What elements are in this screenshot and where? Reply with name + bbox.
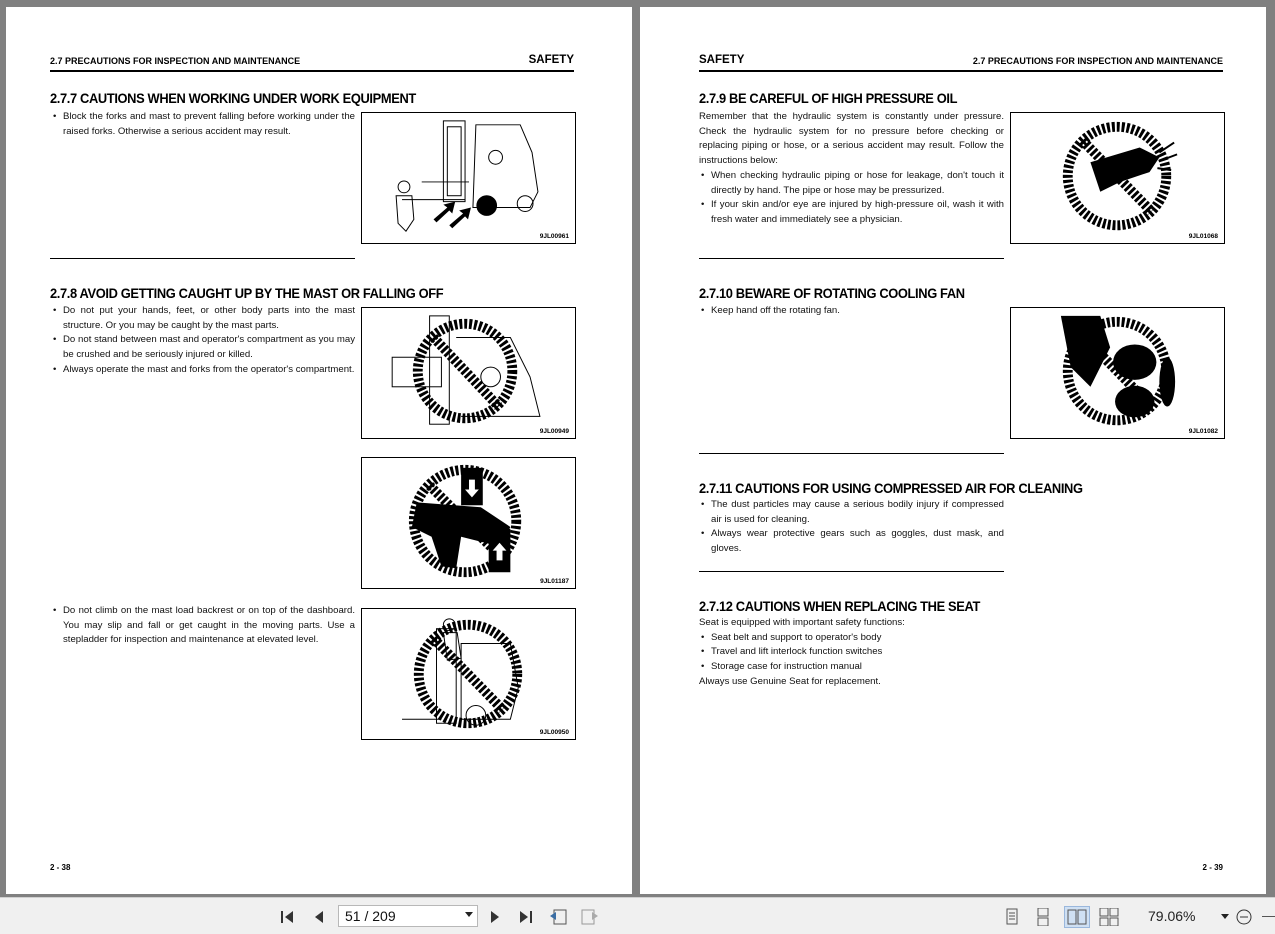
viewer-toolbar — [0, 897, 1275, 934]
single-page-view-icon — [1004, 908, 1020, 926]
chevron-down-icon[interactable] — [1221, 914, 1229, 919]
zoom-level[interactable]: 79.06% — [1148, 908, 1196, 924]
next-page-button[interactable] — [484, 906, 506, 928]
prohibition-climb-illustration — [362, 609, 575, 739]
zoom-out-button[interactable] — [1233, 906, 1255, 928]
bullet-item: • Always operate the mast and forks from the operator's compartment. — [51, 363, 355, 378]
figure-cooling-fan — [1010, 307, 1225, 439]
page-header — [50, 55, 574, 72]
section-text-2-7-11 — [699, 498, 1004, 557]
two-page-view-icon — [1067, 908, 1087, 926]
last-page-icon — [516, 909, 534, 925]
bullet-item: • When checking hydraulic piping or hose for leakage, don't touch it directly by hand. The pipe or hose may be pressurized. — [699, 169, 1004, 198]
bullet-item: • Storage case for instruction manual — [699, 660, 1004, 675]
prohibition-mast-illustration — [362, 308, 575, 438]
bullet-item: • Always wear protective gears such as goggles, dust mask, and gloves. — [699, 527, 1004, 556]
continuous-view-icon — [1035, 908, 1051, 926]
page-number: 2 - 38 — [50, 863, 71, 872]
section-title-2-7-10: 2.7.10 BEWARE OF ROTATING COOLING FAN — [699, 285, 965, 301]
prohibition-crush-illustration — [362, 458, 575, 588]
bullet-item: • Do not stand between mast and operator's compartment as you may be crushed and be seriously injured or killed. — [51, 333, 355, 362]
page-indicator: 51 / 209 — [345, 908, 396, 924]
bullet-item: • If your skin and/or eye are injured by high-pressure oil, wash it with fresh water and immediately see a physician. — [699, 198, 1004, 227]
previous-view-button[interactable] — [547, 906, 569, 928]
bullet-item: • Keep hand off the rotating fan. — [699, 304, 1004, 319]
continuous-view-button[interactable] — [1032, 906, 1054, 928]
section-text-2-7-8-climb — [51, 604, 355, 648]
prohibition-fan-illustration — [1011, 308, 1224, 438]
forklift-illustration — [362, 113, 575, 243]
next-view-icon — [580, 908, 600, 926]
figure-code: 9JL01082 — [1188, 428, 1218, 435]
bullet-item: • Seat belt and support to operator's body — [699, 631, 1004, 646]
section-divider — [699, 571, 1004, 572]
zoom-slider[interactable] — [1262, 916, 1275, 917]
section-text-2-7-12 — [699, 616, 1004, 690]
next-page-icon — [488, 909, 502, 925]
previous-view-icon — [548, 908, 568, 926]
bullet-item: • Do not put your hands, feet, or other body parts into the mast structure. Or you may be caught by the mast parts. — [51, 304, 355, 333]
two-page-continuous-view-icon — [1099, 908, 1119, 926]
section-title-2-7-9: 2.7.9 BE CAREFUL OF HIGH PRESSURE OIL — [699, 90, 958, 106]
bullet-item: • Block the forks and mast to prevent falling before working under the raised forks. Otherwise a serious accident may result. — [51, 110, 355, 139]
figure-high-pressure-oil — [1010, 112, 1225, 244]
section-text-2-7-8 — [51, 304, 355, 378]
section-divider — [699, 453, 1004, 454]
paragraph: Seat is equipped with important safety functions: — [699, 617, 905, 628]
two-page-continuous-view-button[interactable] — [1098, 906, 1120, 928]
bullet-item: • Travel and lift interlock function switches — [699, 645, 1004, 660]
section-text-2-7-9 — [699, 110, 1004, 228]
paragraph: Always use Genuine Seat for replacement. — [699, 675, 881, 687]
figure-code: 9JL01187 — [540, 578, 569, 585]
header-chapter: SAFETY — [699, 54, 745, 66]
figure-code: 9JL01068 — [1188, 233, 1218, 240]
first-page-icon — [279, 909, 297, 925]
prev-page-button[interactable] — [308, 906, 330, 928]
chevron-down-icon — [465, 912, 473, 917]
figure-mast-caught — [361, 307, 576, 439]
single-page-view-button[interactable] — [1001, 906, 1023, 928]
zoom-out-icon — [1235, 908, 1253, 926]
header-section: 2.7 PRECAUTIONS FOR INSPECTION AND MAINTENANCE — [972, 56, 1223, 66]
page-number: 2 - 39 — [1202, 863, 1223, 872]
figure-crush-hazard — [361, 457, 576, 589]
page-left — [6, 7, 632, 894]
first-page-button[interactable] — [277, 906, 299, 928]
figure-code: 9JL00949 — [539, 428, 569, 435]
figure-code: 9JL00950 — [539, 729, 569, 736]
section-text-2-7-10 — [699, 304, 1004, 319]
next-view-button[interactable] — [579, 906, 601, 928]
page-header — [699, 55, 1223, 72]
section-title-2-7-7: 2.7.7 CAUTIONS WHEN WORKING UNDER WORK EQUIPMENT — [50, 90, 416, 106]
two-page-view-button[interactable] — [1064, 906, 1090, 928]
section-divider — [50, 258, 355, 259]
section-title-2-7-8: 2.7.8 AVOID GETTING CAUGHT UP BY THE MAST OR FALLING OFF — [50, 285, 444, 301]
figure-code: 9JL00961 — [539, 233, 569, 240]
section-text-2-7-7 — [51, 110, 355, 139]
section-divider — [699, 258, 1004, 259]
bullet-item: • The dust particles may cause a serious bodily injury if compressed air is used for cleaning. — [699, 498, 1004, 527]
page-selector[interactable] — [338, 905, 478, 927]
paragraph: Remember that the hydraulic system is constantly under pressure. Check the hydraulic system for no pressure before checking or replacing piping or hose, or a serious accident may result. Follow the instructions below: — [699, 111, 1004, 167]
last-page-button[interactable] — [514, 906, 536, 928]
header-section: 2.7 PRECAUTIONS FOR INSPECTION AND MAINTENANCE — [50, 56, 301, 66]
figure-forklift-work-equipment — [361, 112, 576, 244]
section-title-2-7-12: 2.7.12 CAUTIONS WHEN REPLACING THE SEAT — [699, 598, 980, 614]
prohibition-oil-illustration — [1011, 113, 1224, 243]
header-chapter: SAFETY — [528, 54, 574, 66]
bullet-item: • Do not climb on the mast load backrest or on top of the dashboard. You may slip and fall or get caught in the moving parts. Use a stepladder for inspection and maintenance at elevated level. — [51, 604, 355, 648]
figure-climbing-mast — [361, 608, 576, 740]
prev-page-icon — [312, 909, 326, 925]
page-right — [640, 7, 1266, 894]
section-title-2-7-11: 2.7.11 CAUTIONS FOR USING COMPRESSED AIR FOR CLEANING — [699, 480, 1083, 496]
